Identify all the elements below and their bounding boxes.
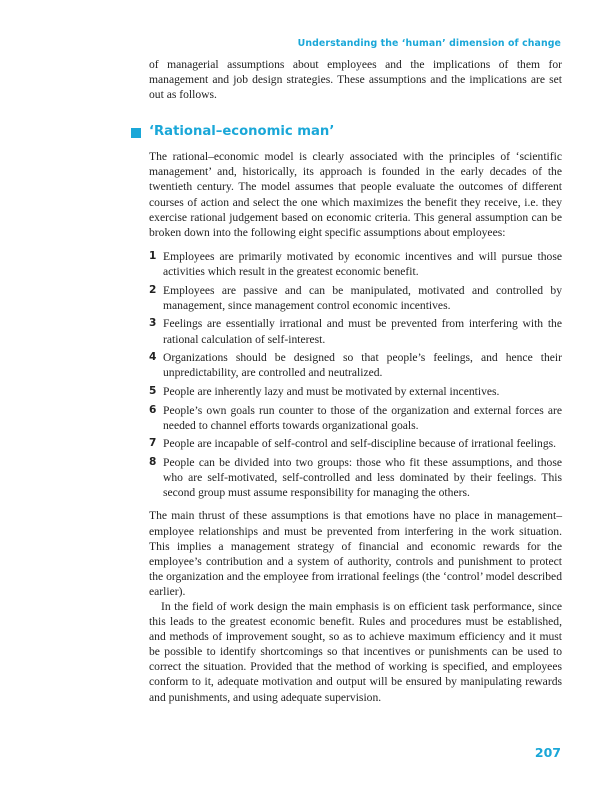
item-text: Organizations should be designed so that people’s feelings, and hence their unpredictability, are controlled and neutralized. (163, 351, 562, 380)
list-item (149, 384, 562, 399)
page-number: 207 (534, 745, 561, 760)
item-text: People are incapable of self-control and self-discipline because of irrational feelings. (163, 437, 557, 451)
item-number: 3 (149, 317, 157, 330)
running-head: Understanding the ‘human’ dimension of change (297, 38, 561, 49)
body-paragraph: The main thrust of these assumptions is that emotions have no place in management–employee relationships and must be prevented from interfering in the work situation. This implies a management strategy of financial and economic rewards for the employee’s contribution and a system of authority, controls and punishment to protect the organization and the employee from irrational feelings (the ‘control’ model described earlier). (149, 509, 562, 598)
square-bullet-icon (131, 128, 141, 138)
item-text: Feelings are essentially irrational and must be prevented from interfering with the rational calculation of self-interest. (163, 317, 562, 346)
page-body (149, 57, 562, 705)
list-item (149, 249, 562, 279)
list-item (149, 283, 562, 313)
item-number: 4 (149, 351, 157, 364)
item-number: 7 (149, 437, 157, 450)
list-item (149, 350, 562, 380)
list-item (149, 455, 562, 500)
item-text: Employees are passive and can be manipulated, motivated and controlled by management, since management control economic incentives. (163, 283, 562, 312)
item-number: 1 (149, 249, 157, 262)
list-item (149, 403, 562, 433)
body-paragraph: In the field of work design the main emphasis is on efficient task performance, since this leads to the greatest economic benefit. Rules and procedures must be established, and methods of improvement sought, so as to achieve maximum efficiency and it must be possible to identify shortcomings so that incentives or punishments can be used to correct the situation. Provided that the method of working is specified, and employees conform to it, adequate motivation and output will be ensured by manipulating rewards and punishments, and using adequate supervision. (149, 599, 562, 704)
section-heading-text: ‘Rational–economic man’ (149, 124, 335, 140)
item-text: People can be divided into two groups: those who fit these assumptions, and those who are self-motivated, self-controlled and less dominated by their feelings. This second group must assume responsibility for managing the others. (163, 456, 562, 500)
section-heading (149, 124, 562, 140)
item-text: Employees are primarily motivated by economic incentives and will pursue those activities which result in the greatest economic benefit. (163, 249, 562, 278)
list-item (149, 436, 562, 451)
item-number: 8 (149, 456, 157, 469)
assumptions-list (149, 249, 562, 501)
intro-paragraph: of managerial assumptions about employees and the implications of them for management and job design strategies. These assumptions and the implications are set out as follows. (149, 58, 562, 102)
item-text: People are inherently lazy and must be motivated by external incentives. (163, 384, 500, 398)
item-number: 5 (149, 384, 157, 397)
item-number: 2 (149, 283, 157, 296)
item-number: 6 (149, 403, 157, 416)
list-item (149, 316, 562, 346)
section-intro: The rational–economic model is clearly associated with the principles of ‘scientific management’ and, historically, its approach is founded in the early decades of the twentieth century. The model assumes that people evaluate the outcomes of different courses of action and select the one which maximizes the benefit they receive, i.e. they exercise rational judgement based on economic criteria. This general assumption can be broken down into the following eight specific assumptions about employees: (149, 150, 562, 239)
item-text: People’s own goals run counter to those of the organization and external forces are needed to channel efforts towards organizational goals. (163, 403, 562, 432)
